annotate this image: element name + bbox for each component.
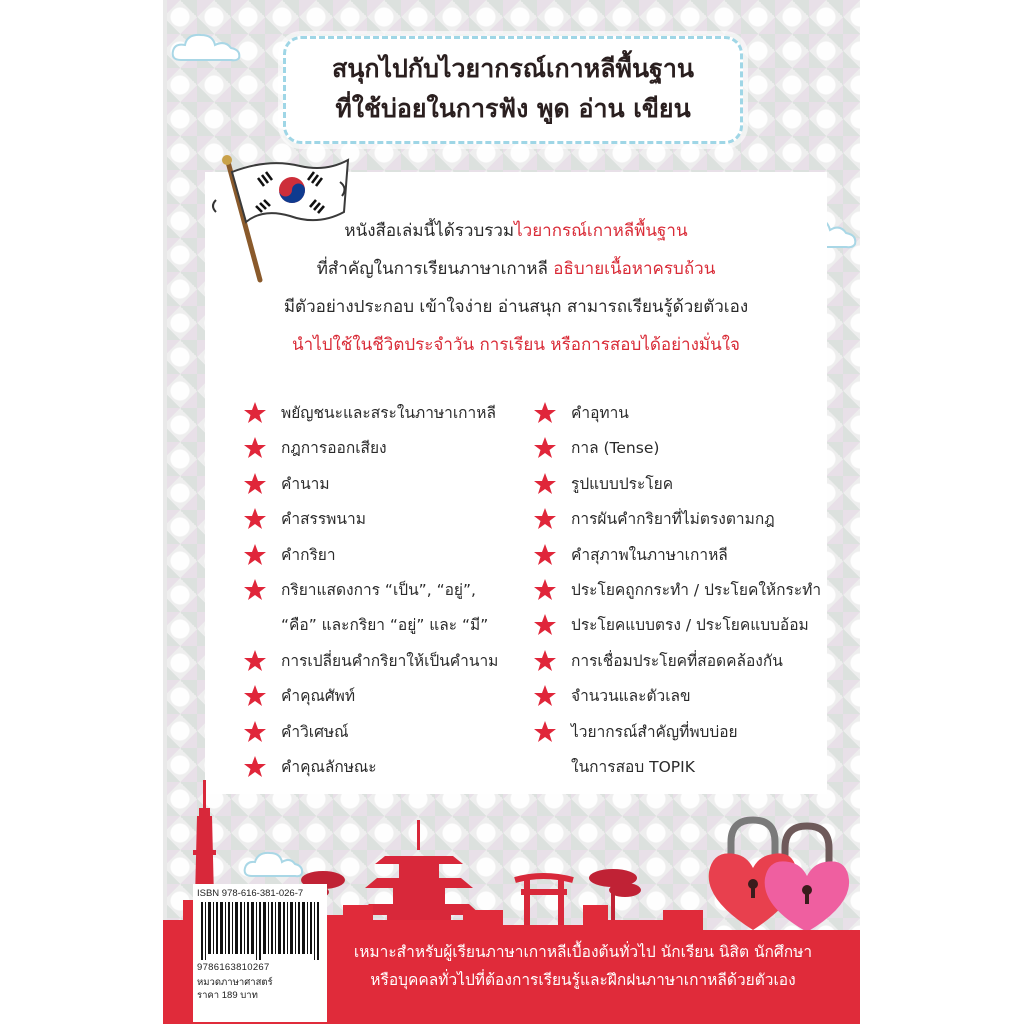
intro-line-3: มีตัวอย่างประกอบ เข้าใจง่าย อ่านสนุก สามารถเรียนรู้ด้วยตัวเอง [283, 297, 749, 317]
list-item [533, 467, 833, 502]
list-item [243, 467, 533, 502]
barcode-number: 9786163810267 [197, 962, 270, 973]
star-icon [533, 401, 557, 425]
star-icon [243, 436, 267, 460]
korea-flag-icon [208, 150, 353, 285]
list-item-label: คำสรรพนาม [281, 510, 366, 529]
price-text: ราคา 189 บาท [197, 990, 258, 1001]
list-item-label: จำนวนและตัวเลข [571, 687, 691, 706]
list-item-label: การเชื่อมประโยคที่สอดคล้องกัน [571, 651, 783, 670]
list-item-label: การผันคำกริยาที่ไม่ตรงตามกฎ [571, 510, 775, 529]
category-text: หมวดภาษาศาสตร์ [197, 977, 273, 988]
star-icon [533, 507, 557, 531]
list-item [533, 538, 833, 573]
star-icon [243, 578, 267, 602]
list-item [243, 644, 533, 679]
list-item [243, 715, 533, 750]
star-icon [533, 649, 557, 673]
list-item-label: คำสุภาพในภาษาเกาหลี [571, 545, 728, 564]
list-item-label: รูปแบบประโยค [571, 474, 674, 493]
topic-list-left [243, 396, 533, 785]
list-item-label: คำคุณลักษณะ [281, 757, 377, 776]
list-item-label: กริยาแสดงการ “เป็น”, “อยู่”, [281, 580, 476, 599]
star-icon [533, 543, 557, 567]
list-item [243, 573, 533, 608]
title-line-1: สนุกไปกับไวยากรณ์เกาหลีพื้นฐาน [332, 54, 694, 83]
barcode-icon [199, 902, 321, 960]
list-item-continuation [243, 608, 533, 643]
star-icon [533, 720, 557, 744]
list-item-label: ในการสอบ TOPIK [571, 757, 695, 776]
title-box [283, 36, 743, 144]
star-icon [243, 649, 267, 673]
list-item-label: คำกริยา [281, 545, 336, 564]
list-item-label: กฎการออกเสียง [281, 439, 387, 458]
intro-text: หนังสือเล่มนี้ได้รวบรวม [344, 221, 515, 241]
audience-line-1: เหมาะสำหรับผู้เรียนภาษาเกาหลีเบื้องต้นทั่วไป นักเรียน นิสิต นักศึกษา [353, 943, 813, 961]
list-item-label: คำอุทาน [571, 404, 629, 422]
list-item-label: กาล (Tense) [571, 439, 660, 458]
list-item-label: การเปลี่ยนคำกริยาให้เป็นคำนาม [281, 651, 499, 670]
star-icon [243, 720, 267, 744]
intro-highlight: ไวยากรณ์เกาหลีพื้นฐาน [514, 221, 688, 241]
star-icon [243, 684, 267, 708]
list-item [243, 679, 533, 714]
intro-text: ที่สำคัญในการเรียนภาษาเกาหลี [316, 259, 548, 279]
list-item [533, 679, 833, 714]
title-line-2: ที่ใช้บ่อยในการฟัง พูด อ่าน เขียน [335, 94, 691, 123]
list-item [243, 396, 533, 431]
barcode-label [193, 884, 327, 1022]
star-icon [243, 543, 267, 567]
list-item-label: พยัญชนะและสระในภาษาเกาหลี [281, 404, 496, 422]
list-item [533, 715, 833, 750]
list-item-label: ประโยคถูกกระทำ / ประโยคให้กระทำ [571, 580, 822, 599]
list-item [243, 431, 533, 466]
topic-list-right [533, 396, 833, 785]
isbn-text: ISBN 978-616-381-026-7 [197, 888, 304, 899]
list-item [533, 608, 833, 643]
intro-highlight: อธิบายเนื้อหาครบถ้วน [553, 259, 716, 279]
list-item-label: คำคุณศัพท์ [281, 687, 356, 706]
book-back-cover [163, 0, 860, 1024]
star-icon [533, 578, 557, 602]
list-item-label: “คือ” และกริยา “อยู่” และ “มี” [281, 616, 489, 635]
cloud-icon [171, 30, 243, 64]
heart-padlock-icon [695, 812, 855, 937]
list-item-label: ประโยคแบบตรง / ประโยคแบบอ้อม [571, 616, 809, 635]
audience-text [313, 938, 853, 994]
list-item-label: ไวยากรณ์สำคัญที่พบบ่อย [571, 722, 738, 741]
star-icon [243, 507, 267, 531]
star-icon [533, 472, 557, 496]
star-icon [533, 436, 557, 460]
star-icon [533, 684, 557, 708]
audience-line-2: หรือบุคคลทั่วไปที่ต้องการเรียนรู้และฝึกฝนภาษาเกาหลีด้วยตัวเอง [370, 971, 796, 989]
list-item [533, 396, 833, 431]
list-item [533, 431, 833, 466]
list-item-label: คำนาม [281, 474, 330, 493]
intro-line-4: นำไปใช้ในชีวิตประจำวัน การเรียน หรือการสอบได้อย่างมั่นใจ [291, 335, 740, 355]
list-item [243, 502, 533, 537]
list-item [533, 502, 833, 537]
star-icon [243, 472, 267, 496]
list-item-label: คำวิเศษณ์ [281, 722, 349, 741]
list-item [243, 538, 533, 573]
list-item [533, 573, 833, 608]
star-icon [533, 613, 557, 637]
star-icon [243, 401, 267, 425]
list-item [533, 644, 833, 679]
